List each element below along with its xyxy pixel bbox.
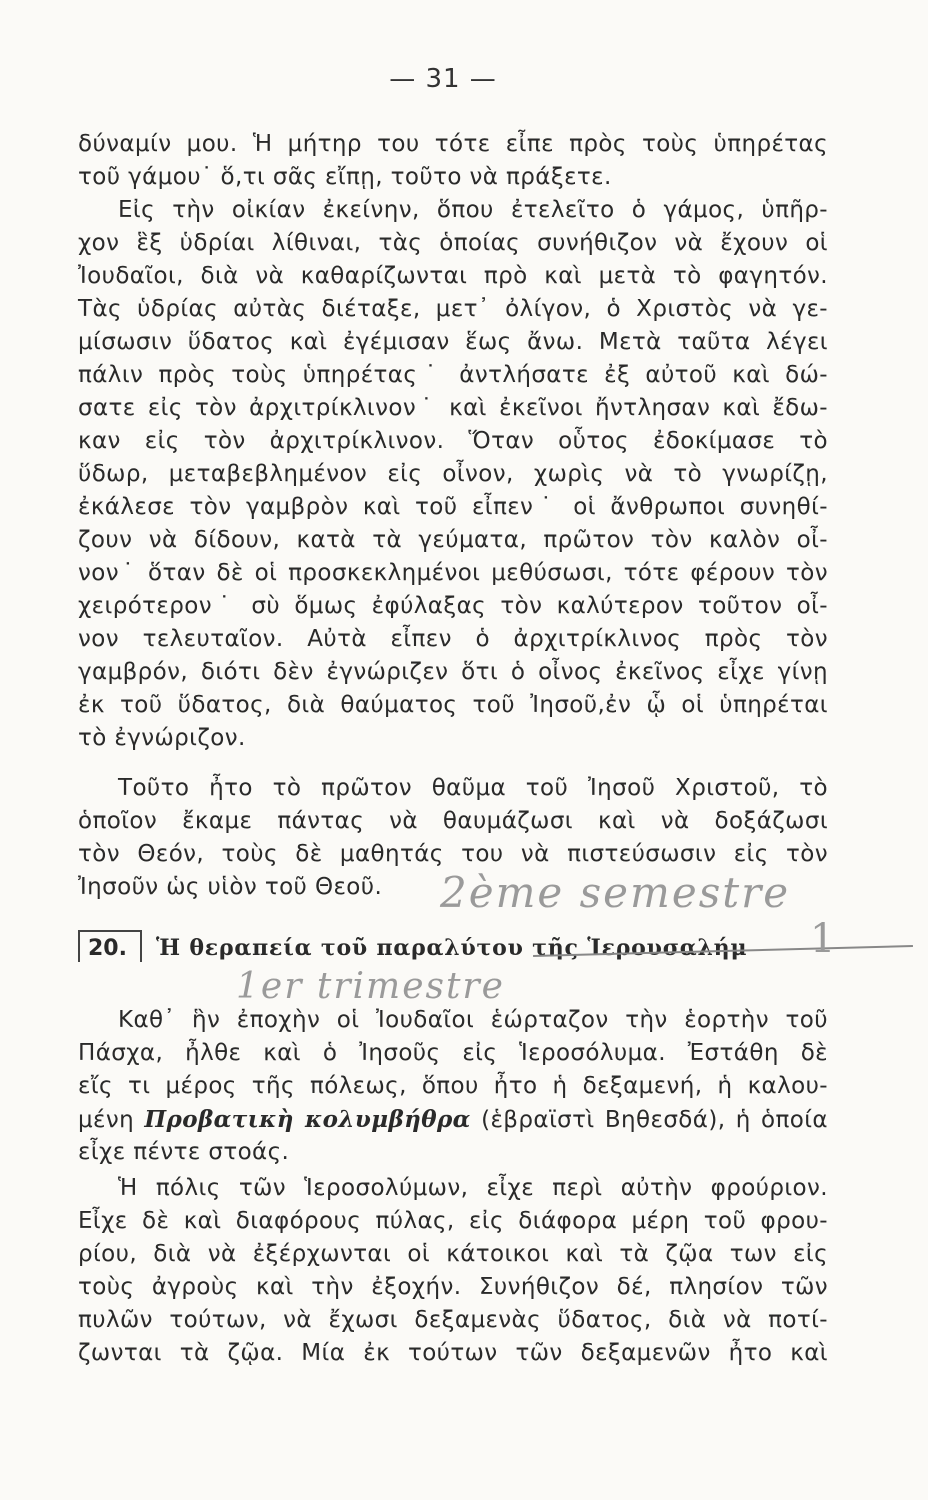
text-line: Πάσχα, ἦλθε καὶ ὁ Ἰησοῦς εἰς Ἱεροσόλυμα. Ἐστάθη δὲ bbox=[78, 1040, 828, 1066]
handwritten-mark: 1 bbox=[810, 916, 838, 962]
text-line: νον τελευταῖον. Αὐτὰ εἶπεν ὁ ἀρχιτρίκλινος πρὸς τὸν bbox=[78, 626, 828, 652]
page-number: — 31 — bbox=[389, 64, 497, 94]
text-segment: (ἑβραϊστὶ Βηθεσδά), ἡ ὁποία bbox=[470, 1107, 828, 1133]
text-line: Καθ᾿ ἣν ἐποχὴν οἱ Ἰουδαῖοι ἑώρταζον τὴν ἑορτὴν τοῦ bbox=[118, 1007, 828, 1033]
text-segment: μένη bbox=[78, 1107, 145, 1133]
text-line: χειρότερον˙ σὺ ὅμως ἐφύλαξας τὸν καλύτερον τοῦτον οἶ- bbox=[78, 593, 828, 619]
text-line: πυλῶν τούτων, νὰ ἔχωσι δεξαμενὰς ὕδατος, διὰ νὰ ποτί- bbox=[78, 1307, 828, 1333]
paragraph-1 bbox=[78, 128, 828, 755]
text-line: μίσωσιν ὕδατος καὶ ἐγέμισαν ἕως ἄνω. Μετὰ ταῦτα λέγει bbox=[78, 329, 828, 355]
handwritten-semester: 2ème semestre bbox=[440, 868, 791, 917]
text-line: ἐκάλεσε τὸν γαμβρὸν καὶ τοῦ εἶπεν˙ οἱ ἄνθρωποι συνηθί- bbox=[78, 494, 828, 520]
text-line: καν εἰς τὸν ἀρχιτρίκλινον. Ὅταν οὗτος ἐδοκίμασε τὸ bbox=[78, 428, 828, 454]
italic-term: Προβατικὴ κολυμβήθρα bbox=[144, 1106, 471, 1133]
text-line: Ἰησοῦν ὡς υἱὸν τοῦ Θεοῦ. bbox=[78, 874, 383, 900]
text-line: ἐκ τοῦ ὕδατος, διὰ θαύματος τοῦ Ἰησοῦ,ἐν ᾧ οἱ ὑπηρέται bbox=[78, 692, 828, 718]
text-line: Τὰς ὑδρίας αὐτὰς διέταξε, μετ᾿ ὀλίγον, ὁ Χριστὸς νὰ γε- bbox=[78, 296, 828, 322]
text-line: Ἡ πόλις τῶν Ἱεροσολύμων, εἶχε περὶ αὐτὴν φρούριον. bbox=[118, 1175, 828, 1201]
text-line: χον ἓξ ὑδρίαι λίθιναι, τὰς ὁποίας συνήθιζον νὰ ἔχουν οἱ bbox=[78, 230, 828, 256]
text-line: τὸ ἐγνώριζον. bbox=[78, 725, 246, 751]
text-line: Τοῦτο ἦτο τὸ πρῶτον θαῦμα τοῦ Ἰησοῦ Χριστοῦ, τὸ bbox=[118, 775, 828, 801]
text-line: Ἰουδαῖοι, διὰ νὰ καθαρίζωνται πρὸ καὶ μετὰ τὸ φαγητόν. bbox=[78, 263, 828, 289]
text-line: τοῦ γάμου˙ ὅ,τι σᾶς εἴπῃ, τοῦτο νὰ πράξετε. bbox=[78, 164, 612, 190]
text-line: ὕδωρ, μεταβεβλημένον εἰς οἶνον, χωρὶς νὰ τὸ γνωρίζῃ, bbox=[78, 461, 828, 487]
text-line: ζωνται τὰ ζῷα. Μία ἐκ τούτων τῶν δεξαμενῶν ἦτο καὶ bbox=[78, 1340, 828, 1366]
paragraph-4 bbox=[78, 1172, 828, 1370]
text-line: πάλιν πρὸς τοὺς ὑπηρέτας˙ ἀντλήσατε ἐξ αὐτοῦ καὶ δώ- bbox=[78, 362, 828, 388]
text-line: τοὺς ἀγροὺς καὶ τὴν ἐξοχήν. Συνήθιζον δέ, πλησίον τῶν bbox=[78, 1274, 828, 1300]
section-title: Ἡ θεραπεία τοῦ παραλύτου τῆς Ἱερουσαλήμ bbox=[156, 935, 748, 961]
text-line: Εἶχε δὲ καὶ διαφόρους πύλας, εἰς διάφορα μέρη τοῦ φρου- bbox=[78, 1208, 828, 1234]
text-line: δύναμίν μου. Ἡ μήτηρ του τότε εἶπε πρὸς τοὺς ὑπηρέτας bbox=[78, 131, 828, 157]
handwritten-trimester: 1er trimestre bbox=[236, 966, 505, 1007]
text-line: τὸν Θεόν, τοὺς δὲ μαθητάς του νὰ πιστεύσωσιν εἰς τὸν bbox=[78, 841, 828, 867]
text-line: γαμβρόν, διότι δὲν ἐγνώριζεν ὅτι ὁ οἶνος ἐκεῖνος εἶχε γίνῃ bbox=[78, 659, 828, 685]
text-line: Εἰς τὴν οἰκίαν ἐκείνην, ὅπου ἐτελεῖτο ὁ γάμος, ὑπῆρ- bbox=[118, 197, 828, 223]
text-line: ζουν νὰ δίδουν, κατὰ τὰ γεύματα, πρῶτον τὸν καλὸν οἶ- bbox=[78, 527, 828, 553]
text-line: ὁποῖον ἔκαμε πάντας νὰ θαυμάζωσι καὶ νὰ δοξάζωσι bbox=[78, 808, 828, 834]
text-line: νον˙ ὅταν δὲ οἱ προσκεκλημένοι μεθύσωσι, τότε φέρουν τὸν bbox=[78, 560, 828, 586]
text-line bbox=[78, 1103, 828, 1136]
text-line: εἴς τι μέρος τῆς πόλεως, ὅπου ἦτο ἡ δεξαμενή, ἡ καλου- bbox=[78, 1073, 828, 1099]
paragraph-3 bbox=[78, 1004, 828, 1169]
text-line: σατε εἰς τὸν ἀρχιτρίκλινον˙ καὶ ἐκεῖνοι ἤντλησαν καὶ ἔδω- bbox=[78, 395, 828, 421]
text-line: εἶχε πέντε στοάς. bbox=[78, 1139, 290, 1165]
text-line: ρίου, διὰ νὰ ἐξέρχωνται οἱ κάτοικοι καὶ τὰ ζῷα των εἰς bbox=[78, 1241, 828, 1267]
section-heading bbox=[78, 916, 838, 968]
section-number: 20. bbox=[78, 930, 142, 962]
